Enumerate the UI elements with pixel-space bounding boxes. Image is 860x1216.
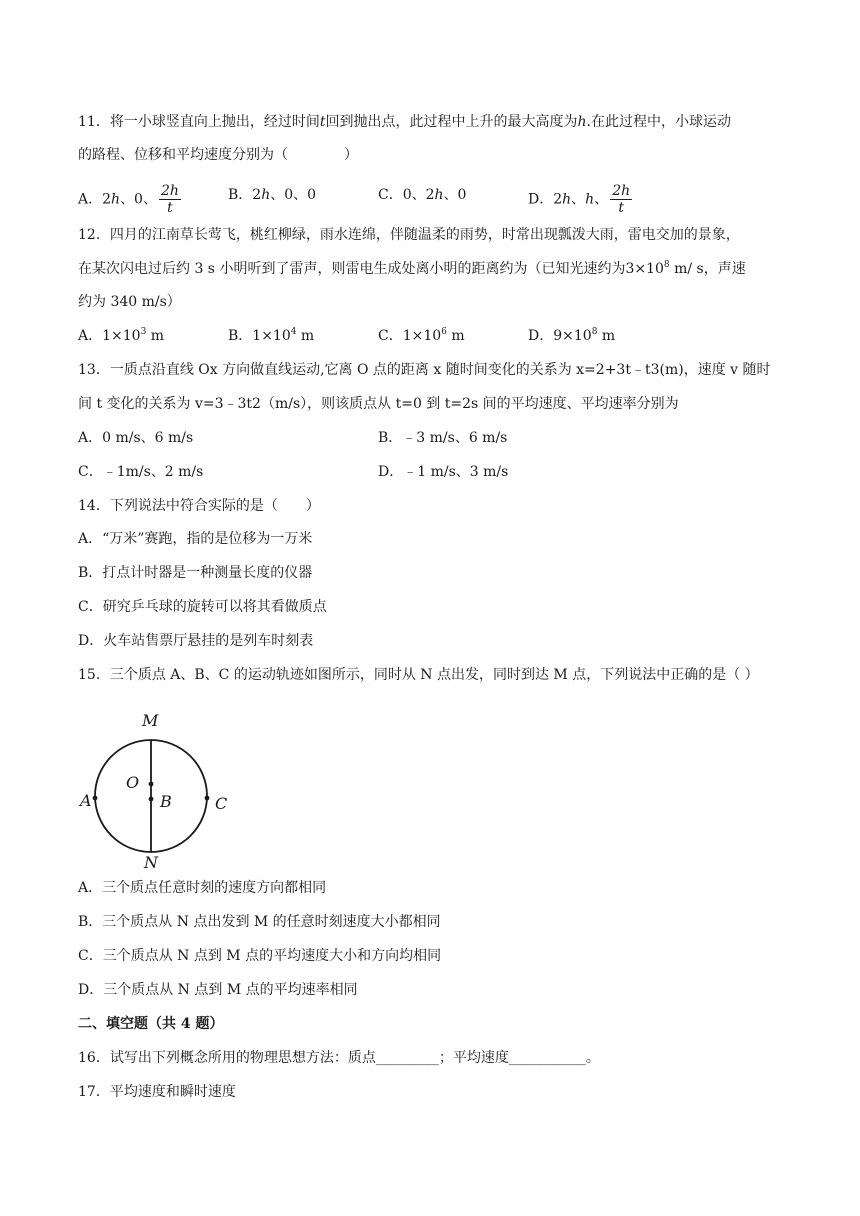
- q11-stem-line2: 的路程、位移和平均速度分别为（ ）: [78, 147, 358, 163]
- q12-option-a[interactable]: [78, 326, 164, 346]
- option-text: B．1×10: [228, 328, 291, 344]
- option-text: 、0、0: [270, 187, 317, 203]
- q12-option-c[interactable]: [378, 326, 465, 346]
- q16-text: 16．试写出下列概念所用的物理思想方法：质点_________；平均速度___________。: [78, 1050, 600, 1066]
- q14-stem: 14．下列说法中符合实际的是（ ）: [78, 498, 320, 514]
- point-c-dot: [205, 796, 210, 801]
- q13-option-a[interactable]: A．0 m/s、6 m/s: [78, 430, 194, 446]
- q15-option-b[interactable]: B．三个质点从 N 点出发到 M 的任意时刻速度大小都相同: [78, 914, 441, 930]
- q13-stem-line1: 13．一质点沿直线 Ox 方向做直线运动,它离 O 点的距离 x 随时间变化的关系为 x=2+3t﹣t3(m)，速度 v 随时: [78, 362, 771, 378]
- q12-speed-exponent: 8: [663, 260, 670, 270]
- q11-stem-line1: [78, 112, 731, 132]
- option-var: h: [562, 191, 572, 208]
- q11-var-h: h: [577, 114, 587, 130]
- q11-option-a[interactable]: [78, 183, 183, 216]
- q12-option-b[interactable]: [228, 326, 314, 346]
- q12-stem-line3: 约为 340 m/s）: [78, 294, 181, 310]
- option-text: A．1×10: [78, 328, 141, 344]
- option-text: C．1×10: [378, 328, 442, 344]
- fraction-denominator: t: [167, 200, 173, 216]
- label-c: C: [215, 794, 228, 813]
- q15-option-a[interactable]: A．三个质点任意时刻的速度方向都相同: [78, 880, 327, 896]
- label-n: N: [144, 853, 158, 870]
- q11-a-fraction: [159, 183, 181, 216]
- option-exponent: 6: [441, 327, 447, 337]
- q15-option-c[interactable]: C．三个质点从 N 点到 M 点的平均速度大小和方向均相同: [78, 948, 442, 964]
- q13-stem-line2: 间 t 变化的关系为 v=3﹣3t2（m/s），则该质点从 t=0 到 t=2s 间的平均速度、平均速率分别为: [78, 396, 679, 412]
- q14-option-b[interactable]: B．打点计时器是一种测量长度的仪器: [78, 565, 313, 581]
- point-o-dot: [149, 782, 154, 787]
- q11-text: 11．将一小球竖直向上抛出，经过时间: [78, 114, 320, 130]
- q11-text: 回到抛出点，此过程中上升的最大高度为: [325, 114, 578, 130]
- option-exponent: 4: [290, 327, 297, 337]
- q12-stem-line1: 12．四月的江南草长莺飞，桃红柳绿，雨水连绵，伴随温柔的雨势，时常出现瓢泼大雨，雷电交加的景象，: [78, 227, 740, 243]
- label-b: B: [160, 792, 172, 811]
- option-text: 、: [571, 191, 586, 208]
- option-var: h: [585, 191, 595, 208]
- q13-option-d[interactable]: D．﹣1 m/s、3 m/s: [378, 464, 509, 480]
- option-text: 、: [594, 191, 609, 208]
- q13-option-c[interactable]: C．﹣1m/s、2 m/s: [78, 464, 204, 480]
- q12-stem-line2: [78, 259, 746, 279]
- q14-option-a[interactable]: A．“万米”赛跑，指的是位移为一万米: [78, 531, 313, 547]
- option-text: B．2: [228, 187, 262, 203]
- option-text: A．2: [78, 191, 112, 208]
- option-exponent: 8: [591, 327, 598, 337]
- option-text: 、0: [443, 187, 467, 203]
- option-unit: m: [146, 328, 165, 344]
- label-o: O: [126, 773, 140, 792]
- section-title: 二、填空题（共 4 题）: [78, 1016, 224, 1032]
- q15-stem: 15．三个质点 A、B、C 的运动轨迹如图所示，同时从 N 点出发，同时到达 M 点，下列说法中正确的是（ ）: [78, 667, 759, 683]
- q12-speed-base: 3×10: [625, 261, 664, 277]
- q11-text: .在此过程中，小球运动: [586, 114, 731, 130]
- q15-trajectory-figure: [78, 700, 238, 870]
- option-text: C．0、2: [378, 187, 435, 203]
- q12-option-d[interactable]: [528, 326, 615, 346]
- point-a-dot: [93, 796, 98, 801]
- fraction-numerator: 2h: [160, 183, 179, 199]
- q11-option-d[interactable]: [528, 183, 634, 216]
- point-b-dot: [149, 797, 154, 802]
- q12-speed-unit: m/ s: [669, 261, 704, 277]
- q11-var-t: t: [319, 114, 326, 130]
- option-text: D．9×10: [528, 328, 592, 344]
- q14-option-d[interactable]: D．火车站售票厅悬挂的是列车时刻表: [78, 633, 314, 649]
- option-unit: m: [296, 328, 315, 344]
- option-exponent: 3: [140, 327, 147, 337]
- q17-text: 17．平均速度和瞬时速度: [78, 1084, 236, 1100]
- q13-option-b[interactable]: B．﹣3 m/s、6 m/s: [378, 430, 508, 446]
- q12-text: ，声速: [703, 261, 746, 277]
- q15-option-d[interactable]: D．三个质点从 N 点到 M 点的平均速率相同: [78, 982, 358, 998]
- option-var: h: [261, 187, 271, 203]
- q14-option-c[interactable]: C．研究乒乓球的旋转可以将其看做质点: [78, 599, 327, 615]
- label-a: A: [80, 791, 92, 810]
- q11-d-fraction: [610, 183, 632, 216]
- q11-option-c[interactable]: [378, 185, 466, 205]
- option-var: h: [434, 187, 444, 203]
- option-text: D．2: [528, 191, 563, 208]
- option-unit: m: [446, 328, 465, 344]
- fraction-numerator: 2h: [612, 183, 631, 199]
- option-text: 、0、: [120, 191, 157, 208]
- q12-text: 在某次闪电过后约 3 s 小明听到了雷声，则雷电生成处离小明的距离约为（已知光速约为: [78, 261, 626, 277]
- label-m: M: [142, 711, 159, 730]
- q11-option-b[interactable]: [228, 185, 316, 205]
- option-unit: m: [597, 328, 616, 344]
- option-var: h: [111, 191, 121, 208]
- fraction-denominator: t: [618, 200, 624, 216]
